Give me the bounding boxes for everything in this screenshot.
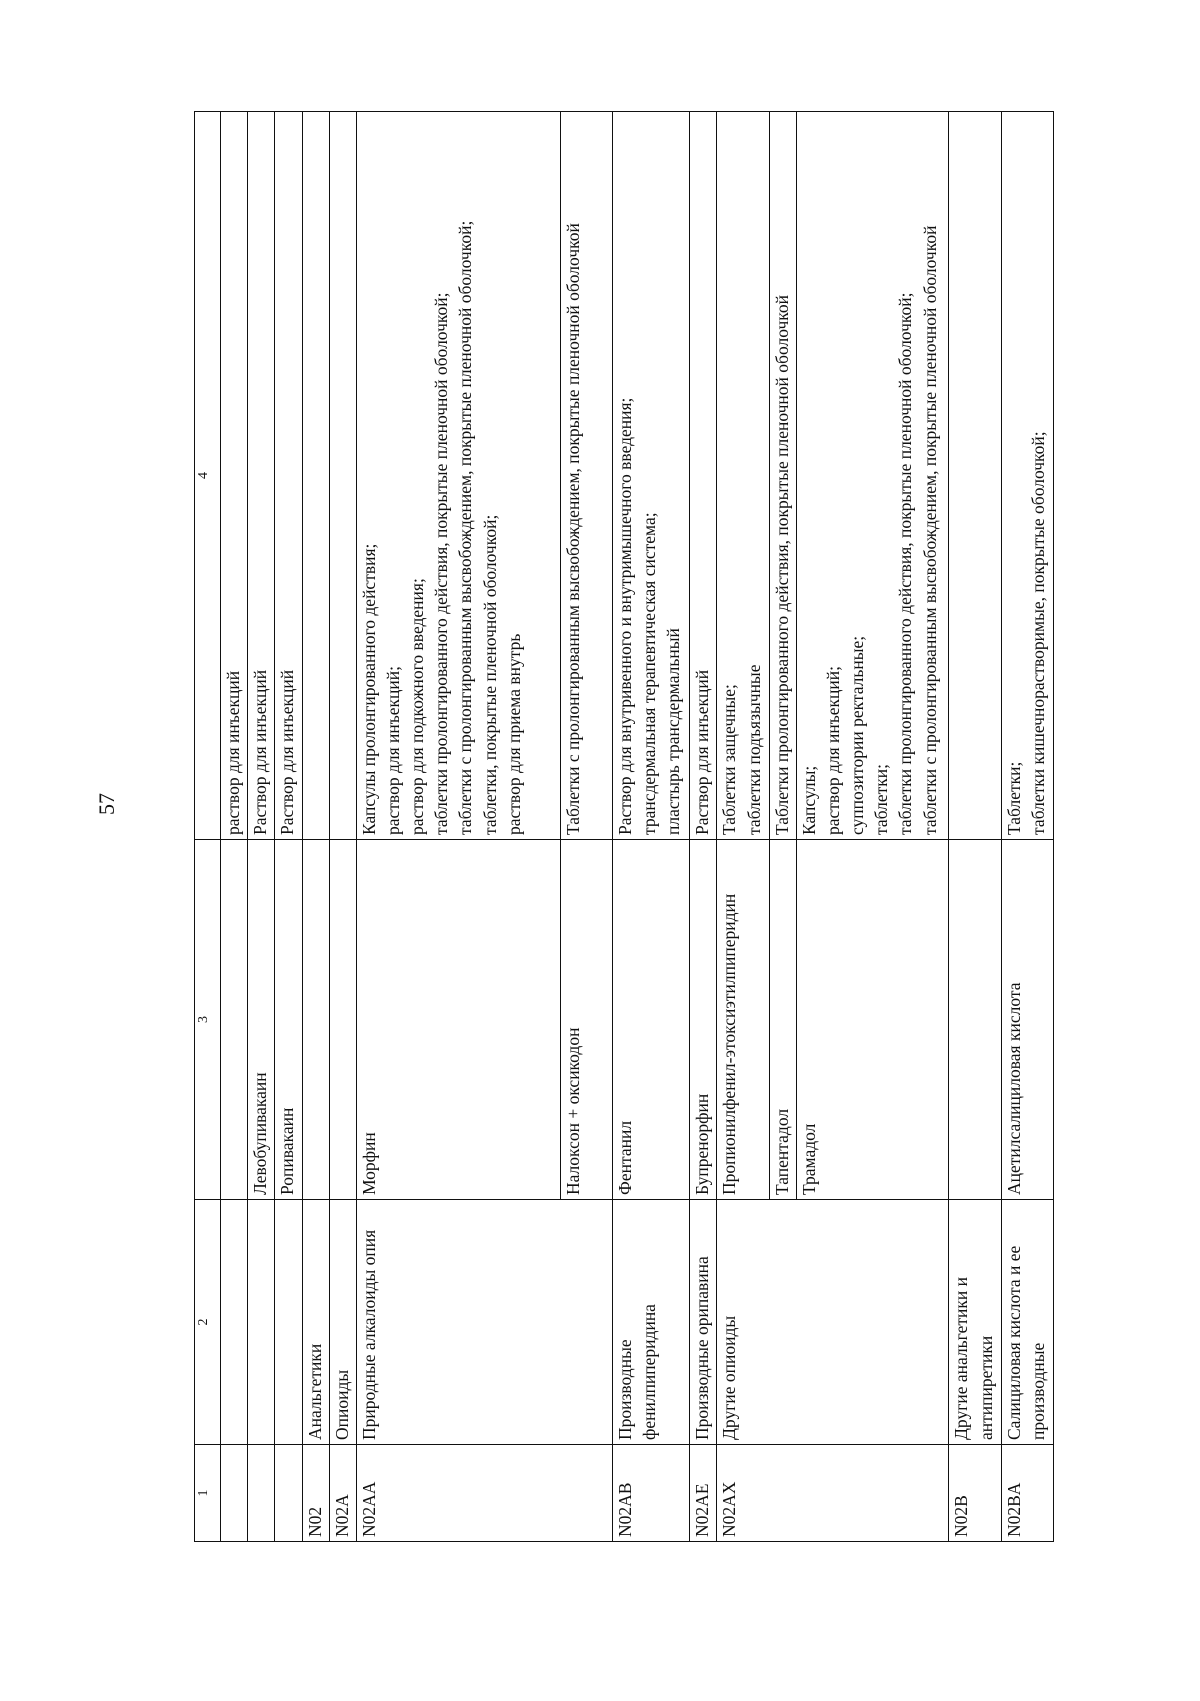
- atc-code-cell: N02BA: [1001, 1445, 1053, 1542]
- table-row: [690, 112, 717, 1542]
- table-row: [221, 112, 248, 1542]
- table-row: [248, 112, 275, 1542]
- page-number: 57: [94, 793, 119, 815]
- drug-name-cell: [221, 840, 248, 1200]
- table-row: [612, 112, 689, 1542]
- table-row: [949, 112, 1001, 1542]
- group-name-cell: Салициловая кислота и ее производные: [1001, 1200, 1053, 1445]
- drug-name-cell: Налоксон + оксикодон: [560, 840, 612, 1200]
- drug-name-cell: Пропионилфенил-этоксиэтилпиперидин: [717, 840, 769, 1200]
- dosage-forms-cell: [612, 112, 689, 840]
- group-name-cell: [248, 1200, 275, 1445]
- group-name-cell: Анальгетики: [302, 1200, 329, 1445]
- table-body: [221, 112, 1054, 1542]
- group-name-cell: [221, 1200, 248, 1445]
- dosage-form-line: раствор для инъекций;: [822, 665, 843, 835]
- dosage-forms-cell: [248, 112, 275, 840]
- drug-name-cell: Левобупивакаин: [248, 840, 275, 1200]
- column-header: 2: [195, 1200, 221, 1445]
- group-name-cell: Природные алкалоиды опия: [356, 1200, 612, 1445]
- atc-code-cell: N02AE: [690, 1445, 717, 1542]
- dosage-form-line: таблетки, покрытые пленочной оболочкой;: [479, 514, 500, 835]
- group-name-cell: Производные фенилпиперидина: [612, 1200, 689, 1445]
- column-header: 3: [195, 840, 221, 1200]
- dosage-forms-cell: [717, 112, 769, 840]
- dosage-form-line: таблетки с пролонгированным высвобождением, покрытые пленочной оболочкой;: [455, 220, 476, 835]
- atc-code-cell: [221, 1445, 248, 1542]
- dosage-form-line: Капсулы;: [798, 765, 819, 835]
- dosage-form-line: раствор для инъекций: [223, 670, 243, 835]
- dosage-form-line: таблетки подъязычные: [743, 664, 764, 835]
- dosage-form-line: таблетки пролонгированного действия, покрытые пленочной оболочкой;: [895, 292, 916, 835]
- group-name-cell: Опиоиды: [329, 1200, 356, 1445]
- atc-code-cell: [248, 1445, 275, 1542]
- dosage-form-line: Таблетки защечные;: [719, 684, 740, 835]
- drug-name-cell: Ацетилсалициловая кислота: [1001, 840, 1053, 1200]
- dosage-forms-cell: [221, 112, 248, 840]
- table-row: [717, 112, 769, 1542]
- drug-name-cell: Фентанил: [612, 840, 689, 1200]
- dosage-forms-cell: [796, 112, 949, 840]
- group-name-cell: Другие опиоиды: [717, 1200, 949, 1445]
- atc-code-cell: N02AB: [612, 1445, 689, 1542]
- dosage-form-line: Капсулы пролонгированного действия;: [358, 543, 379, 835]
- drug-name-cell: Бупренорфин: [690, 840, 717, 1200]
- atc-code-cell: N02: [302, 1445, 329, 1542]
- drug-name-cell: Морфин: [356, 840, 560, 1200]
- atc-code-cell: N02A: [329, 1445, 356, 1542]
- dosage-form-line: Таблетки;: [1003, 761, 1024, 835]
- drug-name-cell: [302, 840, 329, 1200]
- dosage-form-line: Раствор для инъекций: [277, 669, 298, 835]
- drug-name-cell: [949, 840, 1001, 1200]
- atc-code-cell: N02B: [949, 1445, 1001, 1542]
- dosage-form-line: Таблетки с пролонгированным высвобождением, покрытые пленочной оболочкой: [562, 223, 583, 835]
- dosage-form-line: суппозитории ректальные;: [847, 635, 868, 835]
- group-name-cell: Производные орипавина: [690, 1200, 717, 1445]
- dosage-form-line: пластырь трансдермальный: [663, 628, 684, 835]
- rotated-page-content: [194, 112, 1054, 1542]
- atc-code-cell: N02AX: [717, 1445, 949, 1542]
- dosage-form-line: раствор для приема внутрь: [503, 633, 524, 835]
- drug-name-cell: [329, 840, 356, 1200]
- table-row: [1001, 112, 1053, 1542]
- drug-table: [194, 111, 1054, 1542]
- column-header: 1: [195, 1445, 221, 1542]
- atc-code-cell: N02AA: [356, 1445, 612, 1542]
- dosage-form-line: раствор для инъекций;: [383, 665, 403, 835]
- group-name-cell: [275, 1200, 302, 1445]
- dosage-forms-cell: [329, 112, 356, 840]
- dosage-forms-cell: [356, 112, 560, 840]
- dosage-form-line: таблетки кишечнорастворимые, покрытые оболочкой;: [1027, 431, 1048, 835]
- table-row: [329, 112, 356, 1542]
- dosage-forms-cell: [1001, 112, 1053, 840]
- atc-code-cell: [275, 1445, 302, 1542]
- table-header-row: [195, 112, 221, 1542]
- dosage-form-line: раствор для подкожного введения;: [407, 578, 428, 835]
- column-header: 4: [195, 112, 221, 840]
- dosage-form-line: таблетки;: [871, 764, 892, 835]
- dosage-forms-cell: [275, 112, 302, 840]
- drug-name-cell: Трамадол: [796, 840, 949, 1200]
- dosage-forms-cell: [560, 112, 612, 840]
- dosage-forms-cell: [302, 112, 329, 840]
- dosage-form-line: таблетки с пролонгированным высвобождением, покрытые пленочной оболочкой: [919, 225, 940, 835]
- dosage-form-line: Раствор для внутривенного и внутримышечного введения;: [614, 397, 635, 835]
- dosage-form-line: Таблетки пролонгированного действия, покрытые пленочной оболочкой: [771, 294, 792, 835]
- table-row: [356, 112, 560, 1542]
- table-row: [302, 112, 329, 1542]
- drug-name-cell: Ропивакаин: [275, 840, 302, 1200]
- dosage-form-line: Раствор для инъекций: [692, 669, 713, 835]
- group-name-cell: Другие анальгетики и антипиретики: [949, 1200, 1001, 1445]
- dosage-form-line: трансдермальная терапевтическая система;: [639, 512, 660, 835]
- dosage-forms-cell: [949, 112, 1001, 840]
- dosage-form-line: таблетки пролонгированного действия, покрытые пленочной оболочкой;: [431, 292, 452, 835]
- drug-name-cell: Тапентадол: [769, 840, 796, 1200]
- table-row: [275, 112, 302, 1542]
- dosage-forms-cell: [690, 112, 717, 840]
- dosage-forms-cell: [769, 112, 796, 840]
- dosage-form-line: Раствор для инъекций: [250, 669, 271, 835]
